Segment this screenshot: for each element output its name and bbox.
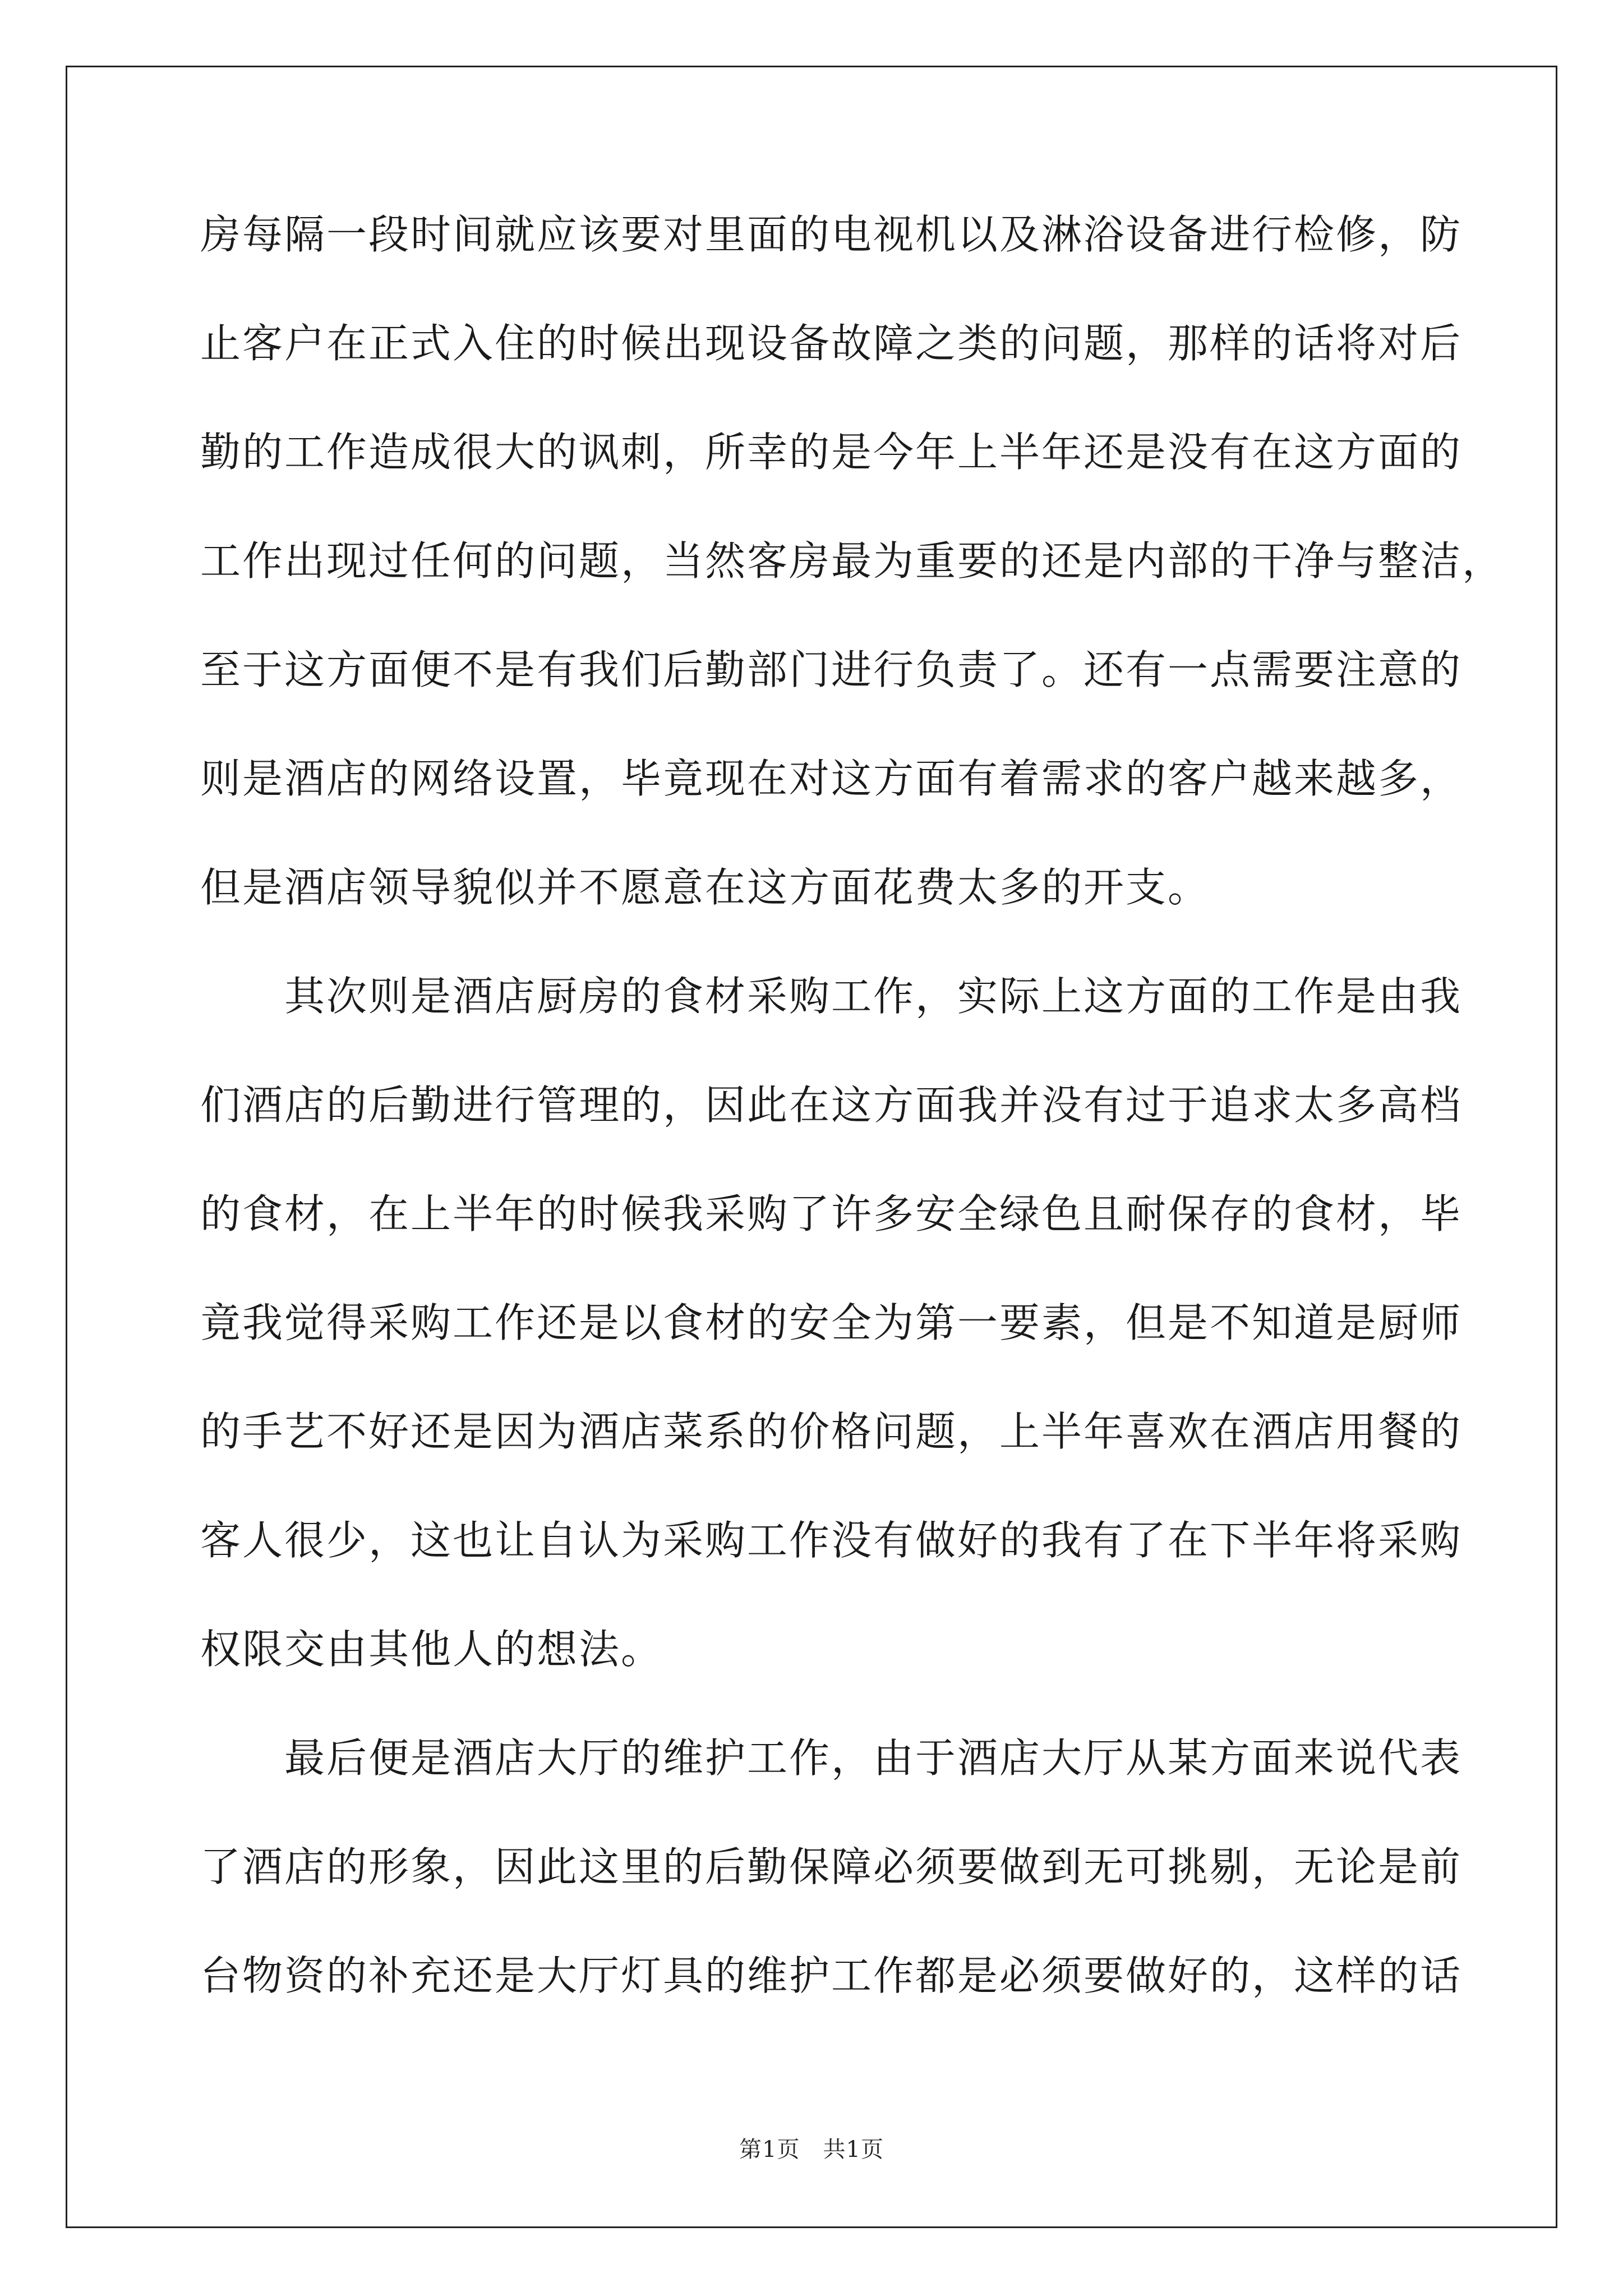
text-line: 竟我觉得采购工作还是以食材的安全为第一要素，但是不知道是厨师 bbox=[200, 1299, 1463, 1346]
text-line: 则是酒店的网络设置，毕竟现在对这方面有着需求的客户越来越多， bbox=[200, 755, 1463, 802]
text-line: 其次则是酒店厨房的食材采购工作，实际上这方面的工作是由我 bbox=[200, 973, 1463, 1020]
page-number-footer: 第1页 共1页 bbox=[739, 2137, 884, 2162]
text-line: 了酒店的形象，因此这里的后勤保障必须要做到无可挑剔，无论是前 bbox=[200, 1843, 1463, 1890]
text-line: 权限交由其他人的想法。 bbox=[200, 1626, 663, 1673]
document-body bbox=[200, 211, 1505, 2064]
text-line: 但是酒店领导貌似并不愿意在这方面花费太多的开支。 bbox=[200, 864, 1210, 911]
text-line: 房每隔一段时间就应该要对里面的电视机以及淋浴设备进行检修，防 bbox=[200, 211, 1463, 258]
text-line: 的手艺不好还是因为酒店菜系的价格问题，上半年喜欢在酒店用餐的 bbox=[200, 1408, 1463, 1455]
text-line: 客人很少，这也让自认为采购工作没有做好的我有了在下半年将采购 bbox=[200, 1517, 1463, 1564]
text-line: 台物资的补充还是大厅灯具的维护工作都是必须要做好的，这样的话 bbox=[200, 1952, 1463, 1999]
text-line: 最后便是酒店大厅的维护工作，由于酒店大厅从某方面来说代表 bbox=[200, 1734, 1463, 1782]
text-line: 勤的工作造成很大的讽刺，所幸的是今年上半年还是没有在这方面的 bbox=[200, 429, 1463, 476]
text-line: 止客户在正式入住的时候出现设备故障之类的问题，那样的话将对后 bbox=[200, 320, 1463, 367]
text-line: 工作出现过任何的问题，当然客房最为重要的还是内部的干净与整洁， bbox=[200, 537, 1505, 585]
text-line: 们酒店的后勤进行管理的，因此在这方面我并没有过于追求太多高档 bbox=[200, 1082, 1463, 1129]
text-line: 的食材，在上半年的时候我采购了许多安全绿色且耐保存的食材，毕 bbox=[200, 1190, 1463, 1237]
text-line: 至于这方面便不是有我们后勤部门进行负责了。还有一点需要注意的 bbox=[200, 646, 1463, 693]
